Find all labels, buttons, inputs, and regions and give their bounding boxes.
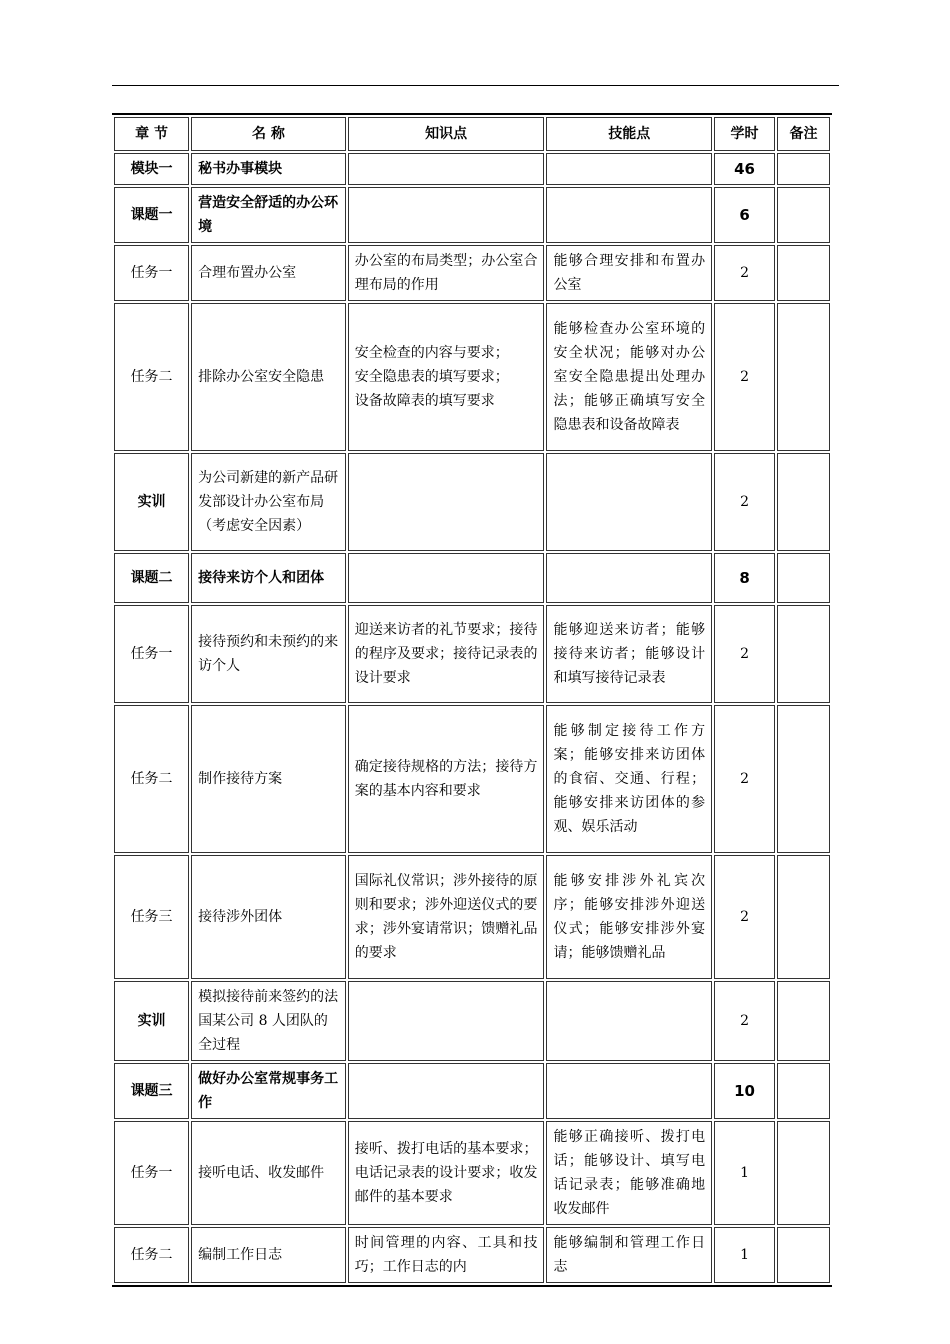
cell-knowledge: 接听、拨打电话的基本要求；电话记录表的设计要求；收发邮件的基本要求 bbox=[348, 1121, 545, 1225]
table-row bbox=[114, 1063, 830, 1119]
cell-note bbox=[777, 453, 830, 551]
cell-chapter: 任务三 bbox=[114, 855, 189, 979]
cell-name: 做好办公室常规事务工作 bbox=[191, 1063, 346, 1119]
cell-chapter: 实训 bbox=[114, 453, 189, 551]
cell-note bbox=[777, 245, 830, 301]
table-row bbox=[114, 605, 830, 703]
header-hours: 学时 bbox=[714, 117, 775, 151]
cell-chapter: 任务二 bbox=[114, 1227, 189, 1283]
table-row bbox=[114, 453, 830, 551]
cell-name: 为公司新建的新产品研发部设计办公室布局（考虑安全因素） bbox=[191, 453, 346, 551]
cell-knowledge bbox=[348, 453, 545, 551]
cell-skill: 能够正确接听、拨打电话；能够设计、填写电话记录表；能够准确地收发邮件 bbox=[546, 1121, 712, 1225]
cell-name: 接待预约和未预约的来访个人 bbox=[191, 605, 346, 703]
cell-skill bbox=[546, 187, 712, 243]
header-knowledge: 知识点 bbox=[348, 117, 545, 151]
cell-name: 制作接待方案 bbox=[191, 705, 346, 853]
cell-note bbox=[777, 1227, 830, 1283]
cell-skill: 能够编制和管理工作日志 bbox=[546, 1227, 712, 1283]
header-note: 备注 bbox=[777, 117, 830, 151]
cell-name: 模拟接待前来签约的法国某公司 8 人团队的全过程 bbox=[191, 981, 346, 1061]
table-row bbox=[114, 245, 830, 301]
cell-hours: 1 bbox=[714, 1227, 775, 1283]
cell-knowledge: 国际礼仪常识；涉外接待的原则和要求；涉外迎送仪式的要求；涉外宴请常识；馈赠礼品的要求 bbox=[348, 855, 545, 979]
table-row bbox=[114, 705, 830, 853]
cell-hours: 1 bbox=[714, 1121, 775, 1225]
cell-hours: 2 bbox=[714, 605, 775, 703]
cell-note bbox=[777, 981, 830, 1061]
cell-chapter: 实训 bbox=[114, 981, 189, 1061]
cell-knowledge: 安全检查的内容与要求； 安全隐患表的填写要求； 设备故障表的填写要求 bbox=[348, 303, 545, 451]
cell-name: 接待来访个人和团体 bbox=[191, 553, 346, 603]
table-row bbox=[114, 303, 830, 451]
cell-hours: 2 bbox=[714, 981, 775, 1061]
cell-skill: 能够检查办公室环境的安全状况；能够对办公室安全隐患提出处理办法；能够正确填写安全隐患表和设备故障表 bbox=[546, 303, 712, 451]
cell-skill bbox=[546, 1063, 712, 1119]
cell-note bbox=[777, 153, 830, 185]
header-chapter: 章 节 bbox=[114, 117, 189, 151]
cell-note bbox=[777, 855, 830, 979]
cell-chapter: 任务一 bbox=[114, 605, 189, 703]
table-row bbox=[114, 187, 830, 243]
cell-skill: 能够安排涉外礼宾次序；能够安排涉外迎送仪式；能够安排涉外宴请；能够馈赠礼品 bbox=[546, 855, 712, 979]
cell-chapter: 任务二 bbox=[114, 303, 189, 451]
table-row bbox=[114, 855, 830, 979]
cell-knowledge: 迎送来访者的礼节要求；接待的程序及要求；接待记录表的设计要求 bbox=[348, 605, 545, 703]
cell-chapter: 任务一 bbox=[114, 1121, 189, 1225]
cell-note bbox=[777, 553, 830, 603]
cell-hours: 6 bbox=[714, 187, 775, 243]
cell-name: 排除办公室安全隐患 bbox=[191, 303, 346, 451]
table-row bbox=[114, 1121, 830, 1225]
cell-chapter: 任务一 bbox=[114, 245, 189, 301]
cell-chapter: 任务二 bbox=[114, 705, 189, 853]
table-row bbox=[114, 153, 830, 185]
cell-note bbox=[777, 605, 830, 703]
table-row bbox=[114, 981, 830, 1061]
cell-name: 秘书办事模块 bbox=[191, 153, 346, 185]
cell-hours: 10 bbox=[714, 1063, 775, 1119]
table-row bbox=[114, 553, 830, 603]
cell-name: 合理布置办公室 bbox=[191, 245, 346, 301]
cell-chapter: 课题二 bbox=[114, 553, 189, 603]
cell-hours: 2 bbox=[714, 705, 775, 853]
cell-name: 营造安全舒适的办公环境 bbox=[191, 187, 346, 243]
cell-knowledge bbox=[348, 1063, 545, 1119]
cell-skill: 能够制定接待工作方案；能够安排来访团体的食宿、交通、行程；能够安排来访团体的参观、娱乐活动 bbox=[546, 705, 712, 853]
cell-name: 编制工作日志 bbox=[191, 1227, 346, 1283]
cell-note bbox=[777, 303, 830, 451]
cell-knowledge: 确定接待规格的方法；接待方案的基本内容和要求 bbox=[348, 705, 545, 853]
header-name: 名 称 bbox=[191, 117, 346, 151]
cell-hours: 2 bbox=[714, 855, 775, 979]
cell-note bbox=[777, 705, 830, 853]
table-row bbox=[114, 1227, 830, 1283]
cell-skill: 能够迎送来访者；能够接待来访者；能够设计和填写接待记录表 bbox=[546, 605, 712, 703]
header-skill: 技能点 bbox=[546, 117, 712, 151]
cell-hours: 46 bbox=[714, 153, 775, 185]
cell-knowledge bbox=[348, 187, 545, 243]
cell-hours: 8 bbox=[714, 553, 775, 603]
cell-skill bbox=[546, 453, 712, 551]
cell-knowledge bbox=[348, 981, 545, 1061]
cell-skill bbox=[546, 553, 712, 603]
cell-knowledge: 时间管理的内容、工具和技巧；工作日志的内 bbox=[348, 1227, 545, 1283]
cell-hours: 2 bbox=[714, 245, 775, 301]
cell-knowledge bbox=[348, 153, 545, 185]
cell-skill bbox=[546, 981, 712, 1061]
cell-knowledge: 办公室的布局类型；办公室合理布局的作用 bbox=[348, 245, 545, 301]
cell-chapter: 模块一 bbox=[114, 153, 189, 185]
cell-hours: 2 bbox=[714, 453, 775, 551]
curriculum-table bbox=[112, 113, 832, 1287]
header-rule bbox=[112, 85, 839, 86]
cell-hours: 2 bbox=[714, 303, 775, 451]
cell-name: 接听电话、收发邮件 bbox=[191, 1121, 346, 1225]
cell-name: 接待涉外团体 bbox=[191, 855, 346, 979]
table-header-row bbox=[114, 117, 830, 151]
cell-note bbox=[777, 187, 830, 243]
cell-note bbox=[777, 1063, 830, 1119]
cell-chapter: 课题一 bbox=[114, 187, 189, 243]
cell-chapter: 课题三 bbox=[114, 1063, 189, 1119]
cell-skill: 能够合理安排和布置办公室 bbox=[546, 245, 712, 301]
cell-knowledge bbox=[348, 553, 545, 603]
cell-skill bbox=[546, 153, 712, 185]
cell-note bbox=[777, 1121, 830, 1225]
